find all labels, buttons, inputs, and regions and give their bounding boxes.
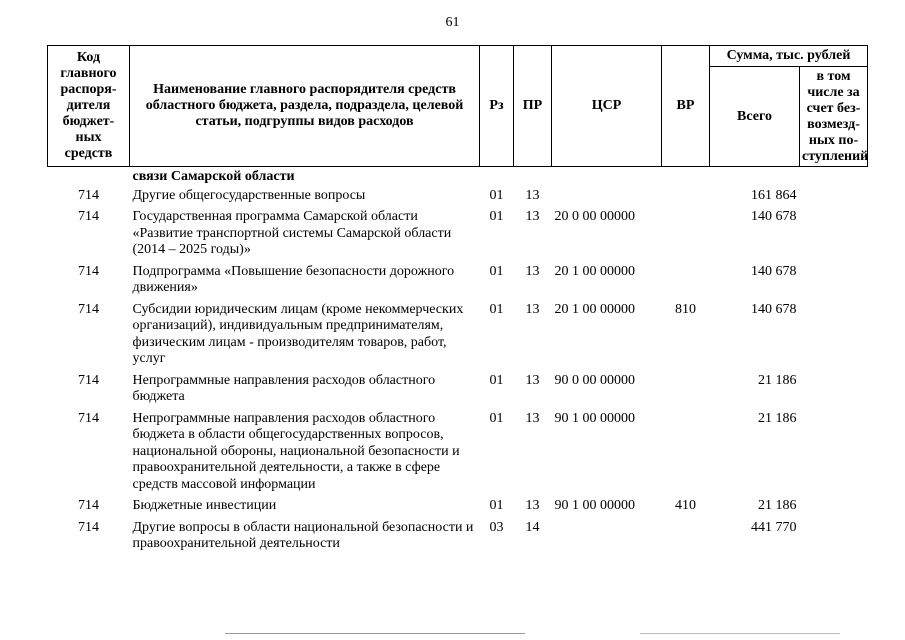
- table-row: [48, 372, 868, 410]
- table-row: [48, 187, 868, 209]
- row-name: Подпрограмма «Повышение безопасности дорожного движения»: [132, 263, 455, 295]
- row-csr: 20 1 00 00000: [554, 263, 635, 279]
- header-pr: ПР: [514, 46, 552, 167]
- header-rz: Рз: [480, 46, 514, 167]
- row-free: [800, 497, 868, 519]
- page-number: 61: [445, 15, 460, 30]
- row-free: [800, 372, 868, 410]
- row-name: Государственная программа Самарской области «Развитие транспортной системы Самарской области (2014 – 2025 годы)»: [132, 209, 452, 257]
- header-vr: ВР: [662, 46, 710, 167]
- row-rz: 03: [489, 519, 504, 535]
- row-code: 714: [78, 301, 99, 317]
- row-total: 21 186: [758, 372, 797, 388]
- header-total: Всего: [710, 67, 800, 167]
- row-code: 714: [78, 410, 99, 426]
- table-row: [48, 263, 868, 301]
- row-free: [800, 263, 868, 301]
- bottom-rule: [225, 633, 525, 634]
- table-header: [48, 46, 868, 167]
- header-csr: ЦСР: [552, 46, 662, 167]
- row-free: [800, 301, 868, 372]
- row-code: 714: [78, 209, 99, 224]
- header-sum-group: Сумма, тыс. рублей: [710, 46, 868, 67]
- row-name: Субсидии юридическим лицам (кроме некоммерческих организаций), индивидуальным предпринимателям, физическим лицам - производителям товаров, работ, услуг: [132, 301, 464, 366]
- row-name: Другие общегосударственные вопросы: [132, 187, 366, 203]
- header-code: Код главного распоря-дителя бюджет-ных средств: [48, 46, 130, 167]
- row-vr: [662, 410, 710, 498]
- row-csr: [552, 187, 662, 209]
- row-pr: 13: [525, 372, 540, 388]
- row-pr: 13: [525, 263, 540, 279]
- row-name: Непрограммные направления расходов областного бюджета в области общегосударственных вопросов, национальной обороны, национальной безопасности и правоохранительной деятельности, а также в сфере средств массовой информации: [132, 410, 460, 492]
- header-name: Наименование главного распорядителя средств областного бюджета, раздела, подраздела, целевой статьи, подгруппы видов расходов: [130, 46, 480, 167]
- row-free: [800, 208, 868, 263]
- row-pr: 13: [525, 498, 540, 513]
- table-row: [48, 519, 868, 557]
- row-vr: 810: [675, 301, 696, 317]
- row-free: [800, 519, 868, 557]
- table-row: [48, 497, 868, 519]
- row-vr: [662, 263, 710, 301]
- row-csr: 90 1 00 00000: [554, 410, 635, 426]
- row-code: 714: [78, 498, 99, 513]
- row-code: 714: [78, 519, 99, 535]
- row-rz: 01: [489, 498, 504, 513]
- row-rz: 01: [489, 372, 504, 388]
- row-csr: 90 0 00 00000: [554, 372, 635, 388]
- row-vr: [662, 372, 710, 410]
- row-code: 714: [78, 187, 99, 203]
- row-pr: 13: [525, 410, 540, 426]
- row-pr: 14: [525, 519, 540, 535]
- row-free: [800, 410, 868, 498]
- row-rz: 01: [489, 187, 504, 203]
- row-csr: 20 1 00 00000: [554, 301, 635, 317]
- row-total: 140 678: [751, 301, 797, 317]
- budget-table: [47, 45, 868, 557]
- row-pr: 13: [525, 187, 540, 203]
- row-rz: 01: [489, 209, 504, 224]
- row-total: 161 864: [751, 187, 797, 203]
- row-pr: 13: [525, 209, 540, 224]
- row-total: 140 678: [751, 209, 797, 224]
- row-pr: 13: [525, 301, 540, 317]
- row-csr: 90 1 00 00000: [554, 498, 635, 513]
- row-code: 714: [78, 263, 99, 279]
- row-rz: 01: [489, 301, 504, 317]
- row-code: 714: [78, 372, 99, 388]
- row-name: Бюджетные инвестиции: [132, 498, 277, 513]
- table-body: [48, 167, 868, 557]
- row-free: [800, 187, 868, 209]
- bottom-rule-right: [640, 633, 840, 634]
- continuation-text: связи Самарской области: [132, 169, 295, 184]
- row-rz: 01: [489, 410, 504, 426]
- row-total: 21 186: [758, 410, 797, 426]
- row-vr: [662, 208, 710, 263]
- row-name: Другие вопросы в области национальной безопасности и правоохранительной деятельности: [132, 519, 474, 551]
- row-vr: [662, 519, 710, 557]
- row-rz: 01: [489, 263, 504, 279]
- header-free: в том числе за счет без-возмезд-ных по-ступлений: [800, 67, 868, 167]
- row-vr: [662, 187, 710, 209]
- table-row: [48, 410, 868, 498]
- row-vr: 410: [675, 498, 696, 513]
- row-name: Непрограммные направления расходов областного бюджета: [132, 372, 436, 404]
- row-csr: [552, 519, 662, 557]
- table-row: [48, 208, 868, 263]
- table-row: [48, 301, 868, 372]
- row-total: 21 186: [758, 498, 797, 513]
- row-csr: 20 0 00 00000: [554, 209, 635, 224]
- row-total: 140 678: [751, 263, 797, 279]
- continuation-row: [48, 167, 868, 187]
- row-total: 441 770: [751, 519, 797, 535]
